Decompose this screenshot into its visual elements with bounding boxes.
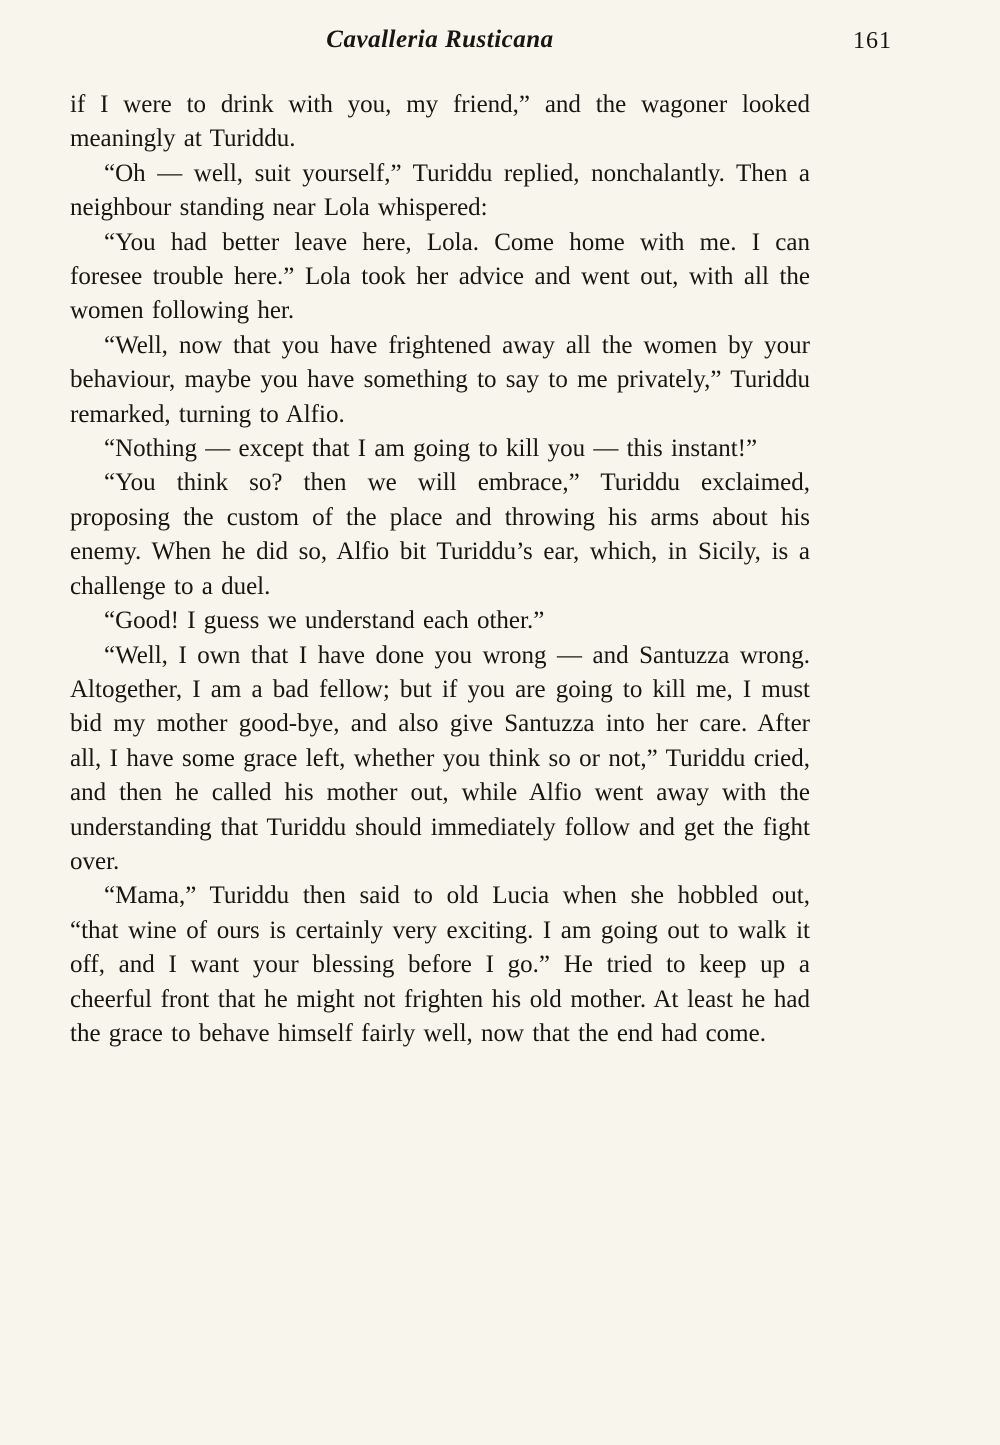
page-header [70, 26, 892, 66]
running-title: Cavalleria Rusticana [326, 26, 554, 53]
paragraph: “You think so? then we will embrace,” Turiddu exclaimed, proposing the custom of the place and throwing his arms about his enemy. When he did so, Alfio bit Turiddu’s ear, which, in Sicily, is a challenge to a duel. [70, 469, 810, 600]
paragraph: “Nothing — except that I am going to kill you — this instant!” [104, 435, 758, 463]
paragraph: “Well, now that you have frightened away all the women by your behaviour, maybe you have something to say to me privately,” Turiddu remarked, turning to Alfio. [70, 331, 810, 428]
paragraph: “Good! I guess we understand each other.” [104, 607, 545, 635]
page-number: 161 [853, 28, 892, 54]
paragraph: “Mama,” Turiddu then said to old Lucia when she hobbled out, “that wine of ours is certainly very exciting. I am going out to walk it off, and I want your blessing before I go.” He tried to keep up a cheerful front that he might not frighten his old mother. At least he had the grace to behave himself fairly well, now that the end had come. [70, 882, 810, 1047]
paragraph: if I were to drink with you, my friend,” and the wagoner looked meaningly at Turiddu. [70, 91, 810, 153]
paragraph: “Oh — well, suit yourself,” Turiddu replied, nonchalantly. Then a neighbour standing near Lola whispered: [70, 159, 810, 222]
paragraph: “Well, I own that I have done you wrong — and Santuzza wrong. Altogether, I am a bad fellow; but if you are going to kill me, I must bid my mother good-bye, and also give Santuzza into her care. After all, I have some grace left, whether you think so or not,” Turiddu cried, and then he called his mother out, while Alfio went away with the understanding that Turiddu should immediately follow and get the fight over. [70, 641, 810, 875]
text-block [70, 88, 810, 1051]
paragraph: “You had better leave here, Lola. Come home with me. I can foresee trouble here.” Lola took her advice and went out, with all the women following her. [70, 228, 810, 325]
